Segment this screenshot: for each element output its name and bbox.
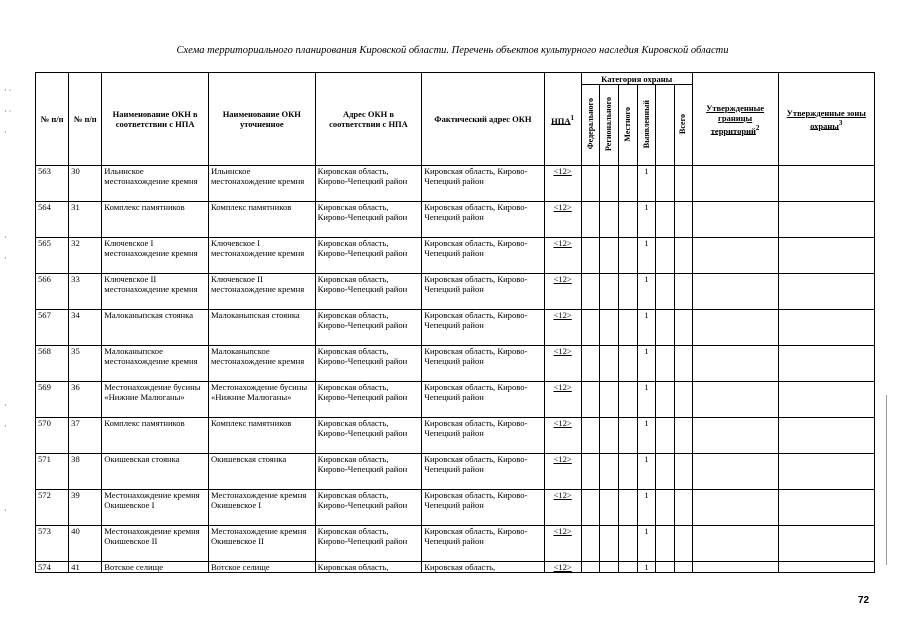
cell-nn: 37 (69, 418, 102, 454)
cell-num: 564 (36, 202, 69, 238)
table-row (36, 418, 875, 454)
cell-name-refined: Комплекс памятников (208, 418, 315, 454)
cell-name-npa: Малоканыпское местонахождение кремня (102, 346, 209, 382)
table-row (36, 454, 875, 490)
cell-cat-local (619, 274, 638, 310)
cell-approved-borders (692, 238, 778, 274)
cell-cat-identified: 1 (637, 310, 656, 346)
cell-approved-borders (692, 454, 778, 490)
cell-address-actual: Кировская область, Кирово-Чепецкий район (422, 382, 544, 418)
cell-cat-total (674, 274, 692, 310)
scan-edge-line (886, 395, 887, 565)
header-num: № п/п (36, 73, 69, 166)
cell-nn: 30 (69, 166, 102, 202)
cell-name-npa: Местонахождение кремня Окишевское I (102, 490, 209, 526)
cell-cat-total (674, 454, 692, 490)
cell-cat-identified: 1 (637, 454, 656, 490)
cell-name-refined: Окишевская стоянка (208, 454, 315, 490)
cell-address-actual: Кировская область, Кирово-Чепецкий район (422, 310, 544, 346)
cell-address-actual: Кировская область, Кирово-Чепецкий район (422, 202, 544, 238)
table-row (36, 562, 875, 573)
cell-num: 573 (36, 526, 69, 562)
cell-cat-empty (656, 166, 675, 202)
cell-approved-borders (692, 490, 778, 526)
table-row (36, 310, 875, 346)
cell-cat-total (674, 490, 692, 526)
header-approved-borders: Утвержденные границы территорий$^2$ (692, 73, 778, 166)
cell-cat-empty (656, 418, 675, 454)
cell-num: 566 (36, 274, 69, 310)
cell-name-refined: Ключевское I местонахождение кремня (208, 238, 315, 274)
cell-address-npa: Кировская область, Кирово-Чепецкий район (315, 310, 422, 346)
cell-address-actual: Кировская область, Кирово-Чепецкий район (422, 454, 544, 490)
header-address-actual: Фактический адрес ОКН (422, 73, 544, 166)
cell-cat-total (674, 382, 692, 418)
cell-cat-local (619, 418, 638, 454)
cell-cat-identified: 1 (637, 562, 656, 573)
cell-cat-local (619, 454, 638, 490)
cell-nn: 35 (69, 346, 102, 382)
cell-address-npa: Кировская область, Кирово-Чепецкий район (315, 202, 422, 238)
header-nn: № п/п (69, 73, 102, 166)
cell-cat-regional (600, 166, 619, 202)
cell-address-npa: Кировская область, Кирово-Чепецкий район (315, 418, 422, 454)
header-row-1 (36, 73, 875, 85)
cell-name-npa: Местонахождение бусины «Нижние Малюганы» (102, 382, 209, 418)
cell-name-refined: Малоканыпская стоянка (208, 310, 315, 346)
cell-cat-federal (581, 418, 600, 454)
cell-approved-zones (778, 418, 874, 454)
cell-cat-empty (656, 202, 675, 238)
cell-approved-zones (778, 274, 874, 310)
cell-approved-zones (778, 526, 874, 562)
cell-name-refined: Местонахождение бусины «Нижние Малюганы» (208, 382, 315, 418)
cell-cat-federal (581, 346, 600, 382)
cell-cat-total (674, 526, 692, 562)
header-cat-federal: Федерального (581, 85, 600, 166)
cell-cat-identified: 1 (637, 346, 656, 382)
cell-cat-identified: 1 (637, 166, 656, 202)
page-number: 72 (858, 595, 870, 606)
cell-cat-local (619, 238, 638, 274)
cell-npa: <12> (544, 490, 581, 526)
cell-cat-empty (656, 454, 675, 490)
cell-address-npa: Кировская область, Кирово-Чепецкий район (315, 526, 422, 562)
table-row (36, 202, 875, 238)
header-cat-total: Всего (674, 85, 692, 166)
cell-cat-empty (656, 238, 675, 274)
cell-cat-total (674, 238, 692, 274)
cell-approved-borders (692, 310, 778, 346)
header-address-npa: Адрес ОКН в соответствии с НПА (315, 73, 422, 166)
cell-npa: <12> (544, 526, 581, 562)
cell-approved-borders (692, 418, 778, 454)
cell-approved-borders (692, 562, 778, 573)
cell-cat-regional (600, 490, 619, 526)
cell-num: 571 (36, 454, 69, 490)
cell-name-refined: Малоканыпское местонахождение кремня (208, 346, 315, 382)
cell-cat-identified: 1 (637, 202, 656, 238)
cell-address-npa: Кировская область, (315, 562, 422, 573)
cell-cat-federal (581, 526, 600, 562)
cell-npa: <12> (544, 202, 581, 238)
cell-address-actual: Кировская область, Кирово-Чепецкий район (422, 526, 544, 562)
cell-name-refined: Местонахождение кремня Окишевское II (208, 526, 315, 562)
cell-nn: 34 (69, 310, 102, 346)
cell-cat-total (674, 418, 692, 454)
cell-name-npa: Ключевское II местонахождение кремня (102, 274, 209, 310)
cell-name-npa: Комплекс памятников (102, 418, 209, 454)
cell-npa: <12> (544, 166, 581, 202)
cell-name-refined: Комплекс памятников (208, 202, 315, 238)
cell-cat-federal (581, 490, 600, 526)
cell-name-npa: Местонахождение кремня Окишевское II (102, 526, 209, 562)
table-row (36, 382, 875, 418)
cell-cat-regional (600, 526, 619, 562)
cell-nn: 41 (69, 562, 102, 573)
cell-name-npa: Комплекс памятников (102, 202, 209, 238)
cell-approved-borders (692, 526, 778, 562)
cell-nn: 33 (69, 274, 102, 310)
cell-name-refined: Ильинское местонахождение кремня (208, 166, 315, 202)
table-row (36, 526, 875, 562)
cell-approved-borders (692, 274, 778, 310)
cell-num: 567 (36, 310, 69, 346)
header-cat-empty (656, 85, 675, 166)
cell-address-npa: Кировская область, Кирово-Чепецкий район (315, 454, 422, 490)
cell-approved-zones (778, 562, 874, 573)
cell-approved-borders (692, 382, 778, 418)
cell-address-npa: Кировская область, Кирово-Чепецкий район (315, 346, 422, 382)
okn-table (35, 72, 875, 573)
header-name-npa: Наименование ОКН в соответствии с НПА (102, 73, 209, 166)
header-npa: НПА$^1$ (544, 73, 581, 166)
cell-cat-identified: 1 (637, 526, 656, 562)
cell-address-actual: Кировская область, Кирово-Чепецкий район (422, 274, 544, 310)
cell-npa: <12> (544, 454, 581, 490)
document-title: Схема территориального планирования Кировской области. Перечень объектов культурного наследия Кировской области (176, 45, 729, 56)
cell-name-npa: Вотское селище (102, 562, 209, 573)
cell-name-refined: Местонахождение кремня Окишевское I (208, 490, 315, 526)
cell-cat-federal (581, 562, 600, 573)
cell-cat-regional (600, 346, 619, 382)
table-row (36, 490, 875, 526)
cell-approved-zones (778, 346, 874, 382)
cell-cat-federal (581, 454, 600, 490)
cell-cat-empty (656, 346, 675, 382)
header-name-refined: Наименование ОКН уточненное (208, 73, 315, 166)
cell-cat-identified: 1 (637, 418, 656, 454)
cell-cat-federal (581, 238, 600, 274)
cell-cat-federal (581, 274, 600, 310)
cell-cat-regional (600, 238, 619, 274)
cell-cat-identified: 1 (637, 274, 656, 310)
cell-name-refined: Вотское селище (208, 562, 315, 573)
scan-margin-marks: · · · · · · · · · · (4, 86, 12, 515)
cell-approved-zones (778, 382, 874, 418)
cell-approved-borders (692, 166, 778, 202)
cell-cat-empty (656, 526, 675, 562)
header-approved-zones: Утвержденные зоны охраны$^3$ (778, 73, 874, 166)
cell-address-actual: Кировская область, Кирово-Чепецкий район (422, 418, 544, 454)
cell-num: 563 (36, 166, 69, 202)
cell-num: 568 (36, 346, 69, 382)
cell-address-npa: Кировская область, Кирово-Чепецкий район (315, 274, 422, 310)
cell-name-npa: Окишевская стоянка (102, 454, 209, 490)
cell-approved-borders (692, 346, 778, 382)
cell-cat-local (619, 382, 638, 418)
cell-num: 574 (36, 562, 69, 573)
cell-approved-zones (778, 166, 874, 202)
table-row (36, 238, 875, 274)
cell-npa: <12> (544, 562, 581, 573)
cell-npa: <12> (544, 274, 581, 310)
cell-cat-empty (656, 382, 675, 418)
cell-approved-zones (778, 202, 874, 238)
cell-name-npa: Ключевское I местонахождение кремня (102, 238, 209, 274)
cell-cat-local (619, 490, 638, 526)
cell-num: 572 (36, 490, 69, 526)
cell-cat-regional (600, 310, 619, 346)
cell-cat-local (619, 166, 638, 202)
cell-nn: 38 (69, 454, 102, 490)
cell-name-refined: Ключевское II местонахождение кремня (208, 274, 315, 310)
cell-cat-total (674, 310, 692, 346)
cell-npa: <12> (544, 382, 581, 418)
cell-cat-total (674, 346, 692, 382)
cell-nn: 32 (69, 238, 102, 274)
cell-address-npa: Кировская область, Кирово-Чепецкий район (315, 490, 422, 526)
cell-approved-zones (778, 490, 874, 526)
cell-address-actual: Кировская область, (422, 562, 544, 573)
cell-cat-local (619, 202, 638, 238)
header-category-group: Категория охраны (581, 73, 692, 85)
cell-cat-local (619, 562, 638, 573)
cell-cat-regional (600, 202, 619, 238)
cell-num: 569 (36, 382, 69, 418)
cell-nn: 39 (69, 490, 102, 526)
cell-address-actual: Кировская область, Кирово-Чепецкий район (422, 238, 544, 274)
cell-cat-empty (656, 310, 675, 346)
cell-cat-regional (600, 382, 619, 418)
cell-cat-local (619, 346, 638, 382)
cell-cat-regional (600, 454, 619, 490)
cell-cat-federal (581, 202, 600, 238)
cell-approved-zones (778, 238, 874, 274)
cell-num: 570 (36, 418, 69, 454)
cell-cat-total (674, 166, 692, 202)
cell-nn: 36 (69, 382, 102, 418)
cell-npa: <12> (544, 346, 581, 382)
table-row (36, 346, 875, 382)
cell-cat-total (674, 562, 692, 573)
cell-nn: 40 (69, 526, 102, 562)
cell-cat-local (619, 526, 638, 562)
cell-cat-regional (600, 274, 619, 310)
cell-num: 565 (36, 238, 69, 274)
cell-npa: <12> (544, 310, 581, 346)
cell-address-actual: Кировская область, Кирово-Чепецкий район (422, 346, 544, 382)
cell-approved-zones (778, 454, 874, 490)
cell-cat-identified: 1 (637, 382, 656, 418)
cell-name-npa: Ильинское местонахождение кремня (102, 166, 209, 202)
table-row (36, 274, 875, 310)
cell-cat-federal (581, 310, 600, 346)
cell-address-npa: Кировская область, Кирово-Чепецкий район (315, 382, 422, 418)
table-row (36, 166, 875, 202)
header-cat-regional: Регионального (600, 85, 619, 166)
cell-cat-regional (600, 562, 619, 573)
cell-cat-identified: 1 (637, 238, 656, 274)
cell-npa: <12> (544, 238, 581, 274)
cell-cat-federal (581, 166, 600, 202)
cell-approved-borders (692, 202, 778, 238)
cell-cat-total (674, 202, 692, 238)
cell-cat-empty (656, 274, 675, 310)
cell-cat-empty (656, 490, 675, 526)
header-cat-local: Местного (619, 85, 638, 166)
cell-name-npa: Малоканыпская стоянка (102, 310, 209, 346)
cell-npa: <12> (544, 418, 581, 454)
cell-address-npa: Кировская область, Кирово-Чепецкий район (315, 238, 422, 274)
cell-address-npa: Кировская область, Кирово-Чепецкий район (315, 166, 422, 202)
cell-cat-identified: 1 (637, 490, 656, 526)
cell-cat-local (619, 310, 638, 346)
cell-cat-regional (600, 418, 619, 454)
cell-cat-federal (581, 382, 600, 418)
cell-cat-empty (656, 562, 675, 573)
cell-approved-zones (778, 310, 874, 346)
cell-nn: 31 (69, 202, 102, 238)
cell-address-actual: Кировская область, Кирово-Чепецкий район (422, 166, 544, 202)
header-cat-identified: Выявленный (637, 85, 656, 166)
cell-address-actual: Кировская область, Кирово-Чепецкий район (422, 490, 544, 526)
